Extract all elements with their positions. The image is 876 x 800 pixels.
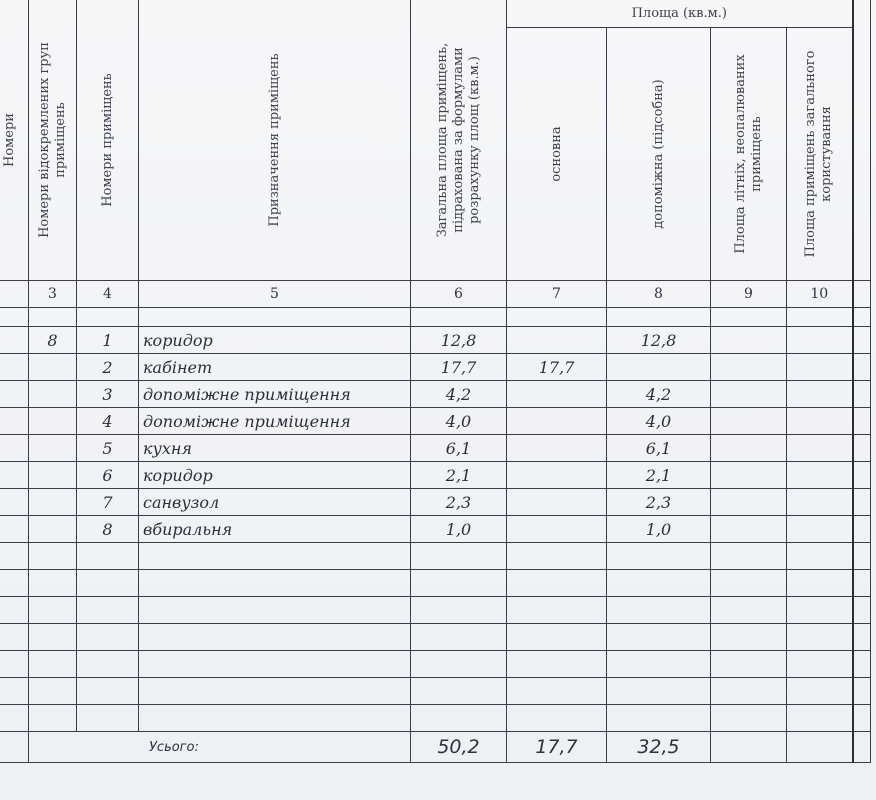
table-row: [0, 327, 871, 354]
room-aux-area: [607, 354, 711, 381]
room-main-area: [507, 435, 607, 462]
room-main-area: [507, 516, 607, 543]
total-label: Усього:: [29, 732, 411, 763]
room-aux-area: 2,1: [607, 462, 711, 489]
group-number: [29, 381, 77, 408]
room-summer-area: [711, 408, 787, 435]
room-main-area: [507, 489, 607, 516]
empty-row: [0, 624, 871, 651]
room-common-area: [787, 408, 853, 435]
header-row-top: [0, 0, 871, 28]
header-edge-cell: [853, 0, 871, 281]
table-row: [0, 408, 871, 435]
edge-cell: [853, 327, 871, 354]
group-number: [29, 408, 77, 435]
edge-cell: [853, 462, 871, 489]
table-row: [0, 435, 871, 462]
edge-cell: [853, 435, 871, 462]
group-number: [29, 462, 77, 489]
spacer-row: [0, 308, 871, 327]
column-number: 8: [607, 281, 711, 308]
room-number: 4: [77, 408, 139, 435]
room-common-area: [787, 327, 853, 354]
edge-cell: [853, 354, 871, 381]
column-number-row: [0, 281, 871, 308]
total-aux-area: 32,5: [607, 732, 711, 763]
room-aux-area: 1,0: [607, 516, 711, 543]
empty-row: [0, 678, 871, 705]
total-area: 50,2: [411, 732, 507, 763]
room-total-area: 1,0: [411, 516, 507, 543]
group-number: [29, 489, 77, 516]
table-row: [0, 516, 871, 543]
group-number: 8: [29, 327, 77, 354]
header-col6: Загальна площа приміщень, підрахована за формулами розрахунку площ (кв.м.): [411, 0, 507, 281]
room-common-area: [787, 435, 853, 462]
header-area-group: Площа (кв.м.): [507, 0, 853, 28]
room-total-area: 4,0: [411, 408, 507, 435]
room-number: 6: [77, 462, 139, 489]
total-main-area: 17,7: [507, 732, 607, 763]
room-summer-area: [711, 435, 787, 462]
room-common-area: [787, 381, 853, 408]
room-summer-area: [711, 462, 787, 489]
group-number: [29, 435, 77, 462]
room-summer-area: [711, 327, 787, 354]
room-summer-area: [711, 489, 787, 516]
room-total-area: 17,7: [411, 354, 507, 381]
room-number: 3: [77, 381, 139, 408]
row-col2: [0, 462, 29, 489]
row-col2: [0, 516, 29, 543]
header-col8: допоміжна (підсобна): [607, 28, 711, 281]
row-col2: [0, 489, 29, 516]
room-aux-area: 6,1: [607, 435, 711, 462]
room-purpose: допоміжне приміщення: [139, 381, 411, 408]
room-number: 8: [77, 516, 139, 543]
room-aux-area: 4,2: [607, 381, 711, 408]
column-number: 7: [507, 281, 607, 308]
header-col10: Площа приміщень загального користування: [787, 28, 853, 281]
empty-row: [0, 705, 871, 732]
room-main-area: [507, 408, 607, 435]
edge-cell: [853, 489, 871, 516]
header-col7: основна: [507, 28, 607, 281]
room-purpose: допоміжне приміщення: [139, 408, 411, 435]
room-summer-area: [711, 381, 787, 408]
room-purpose: кухня: [139, 435, 411, 462]
room-number: 5: [77, 435, 139, 462]
empty-row: [0, 543, 871, 570]
table-row: [0, 462, 871, 489]
header-col5: Призначення приміщень: [139, 0, 411, 281]
room-common-area: [787, 516, 853, 543]
header-col3: Номери відокремлених груп приміщень: [29, 0, 77, 281]
empty-row: [0, 570, 871, 597]
room-common-area: [787, 354, 853, 381]
room-rows: [0, 327, 871, 543]
room-aux-area: 2,3: [607, 489, 711, 516]
total-row: [0, 732, 871, 763]
group-number: [29, 354, 77, 381]
room-total-area: 2,3: [411, 489, 507, 516]
column-number: 5: [139, 281, 411, 308]
room-purpose: санвузол: [139, 489, 411, 516]
edge-cell: [853, 281, 871, 308]
column-number: 10: [787, 281, 853, 308]
room-total-area: 4,2: [411, 381, 507, 408]
group-number: [29, 516, 77, 543]
room-main-area: [507, 381, 607, 408]
table-row: [0, 354, 871, 381]
empty-row: [0, 651, 871, 678]
edge-cell: [853, 516, 871, 543]
room-purpose: коридор: [139, 327, 411, 354]
table-row: [0, 489, 871, 516]
column-number: 9: [711, 281, 787, 308]
room-total-area: 2,1: [411, 462, 507, 489]
header-col4: Номери приміщень: [77, 0, 139, 281]
room-summer-area: [711, 354, 787, 381]
room-aux-area: 12,8: [607, 327, 711, 354]
column-number: 3: [29, 281, 77, 308]
empty-row: [0, 597, 871, 624]
room-summer-area: [711, 516, 787, 543]
row-col2: [0, 435, 29, 462]
header-col9: Площа літніх, неопалюваних приміщень: [711, 28, 787, 281]
room-number: 7: [77, 489, 139, 516]
room-number: 2: [77, 354, 139, 381]
row-col2: [0, 381, 29, 408]
room-number: 1: [77, 327, 139, 354]
room-aux-area: 4,0: [607, 408, 711, 435]
room-purpose: вбиральня: [139, 516, 411, 543]
room-main-area: [507, 327, 607, 354]
row-col2: [0, 354, 29, 381]
room-total-area: 6,1: [411, 435, 507, 462]
row-col2: [0, 408, 29, 435]
room-main-area: 17,7: [507, 354, 607, 381]
edge-cell: [853, 381, 871, 408]
room-common-area: [787, 489, 853, 516]
room-purpose: кабінет: [139, 354, 411, 381]
empty-rows: [0, 543, 871, 732]
room-main-area: [507, 462, 607, 489]
edge-cell: [853, 408, 871, 435]
column-number: [0, 281, 29, 308]
column-number: 6: [411, 281, 507, 308]
column-number: 4: [77, 281, 139, 308]
room-purpose: коридор: [139, 462, 411, 489]
table-row: [0, 381, 871, 408]
row-col2: [0, 327, 29, 354]
room-total-area: 12,8: [411, 327, 507, 354]
header-col2: Номери: [0, 0, 29, 281]
room-common-area: [787, 462, 853, 489]
